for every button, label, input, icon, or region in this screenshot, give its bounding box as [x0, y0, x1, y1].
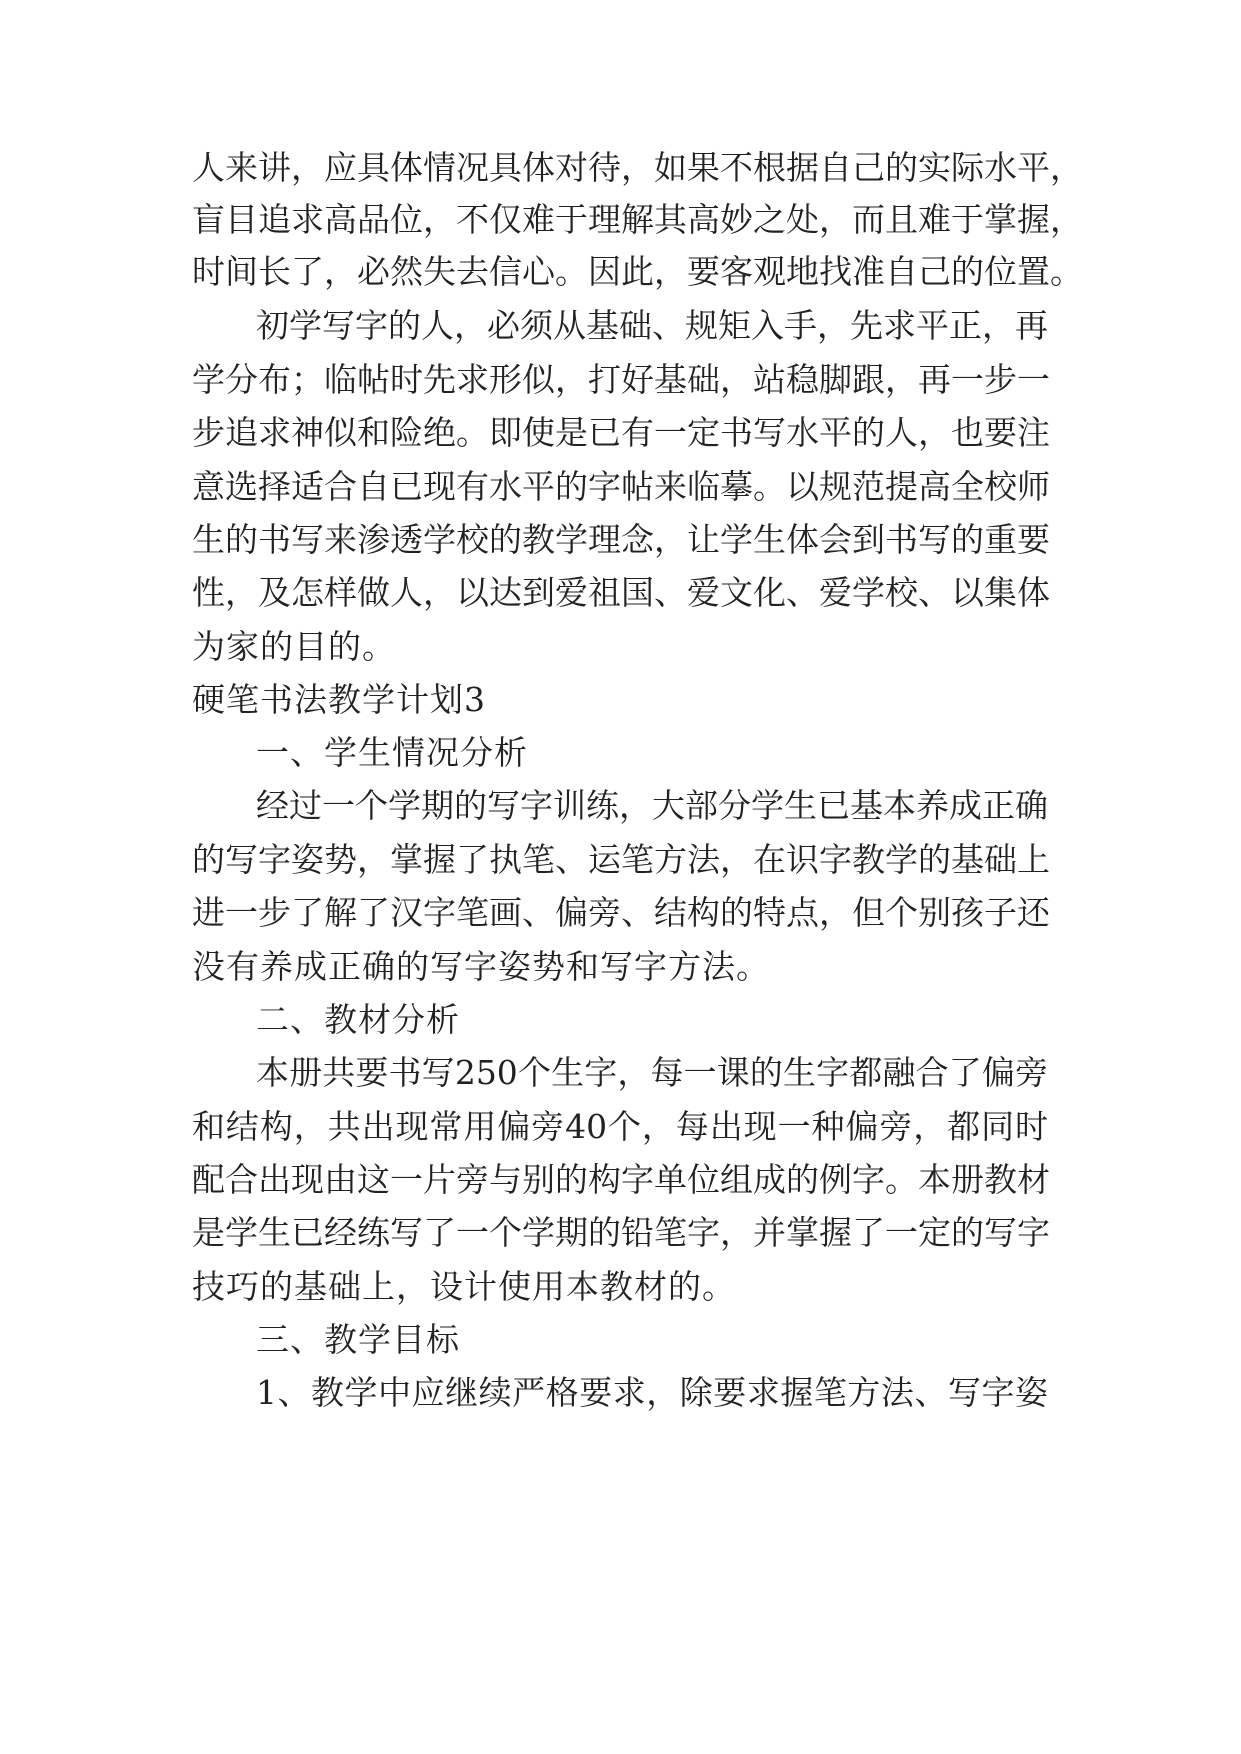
paragraph-line: 初学写字的人，必须从基础、规矩入手，先求平正，再	[256, 306, 1048, 345]
paragraph-line: 的写字姿势，掌握了执笔、运笔方法，在识字教学的基础上	[192, 840, 1050, 879]
paragraph-line: 没有养成正确的写字姿势和写字方法。	[192, 947, 770, 986]
paragraph-line: 配合出现由这一片旁与别的构字单位组成的例字。本册教材	[192, 1160, 1050, 1199]
paragraph-line: 步追求神似和险绝。即使是已有一定书写水平的人，也要注	[192, 413, 1050, 452]
paragraph-line: 为家的目的。	[192, 627, 396, 666]
section-heading: 三、教学目标	[256, 1320, 460, 1359]
paragraph-line: 盲目追求高品位，不仅难于理解其高妙之处，而且难于掌握，	[192, 200, 1083, 239]
section-heading: 二、教材分析	[256, 1000, 460, 1039]
paragraph-line: 学分布；临帖时先求形似，打好基础，站稳脚跟，再一步一	[192, 360, 1050, 399]
paragraph-line: 意选择适合自已现有水平的字帖来临摹。以规范提高全校师	[192, 467, 1050, 506]
paragraph-line: 经过一个学期的写字训练，大部分学生已基本养成正确	[256, 786, 1048, 825]
paragraph-line: 性，及怎样做人，以达到爱祖国、爱文化、爱学校、以集体	[192, 573, 1050, 612]
paragraph-line: 是学生已经练写了一个学期的铅笔字，并掌握了一定的写字	[192, 1213, 1050, 1252]
paragraph-line: 1、教学中应继续严格要求，除要求握笔方法、写字姿	[256, 1373, 1048, 1412]
paragraph-line: 和结构，共出现常用偏旁40个，每出现一种偏旁，都同时	[192, 1107, 1048, 1146]
section-heading: 一、学生情况分析	[256, 733, 528, 772]
paragraph-line: 人来讲，应具体情况具体对待，如果不根据自己的实际水平，	[192, 148, 1083, 187]
section-title: 硬笔书法教学计划3	[192, 680, 486, 719]
paragraph-line: 本册共要书写250个生字，每一课的生字都融合了偏旁	[256, 1053, 1048, 1092]
paragraph-line: 技巧的基础上，设计使用本教材的。	[192, 1267, 736, 1306]
paragraph-line: 时间长了，必然失去信心。因此，要客观地找准自己的位置。	[192, 252, 1083, 291]
paragraph-line: 进一步了解了汉字笔画、偏旁、结构的特点，但个别孩子还	[192, 893, 1050, 932]
paragraph-line: 生的书写来渗透学校的教学理念，让学生体会到书写的重要	[192, 520, 1050, 559]
